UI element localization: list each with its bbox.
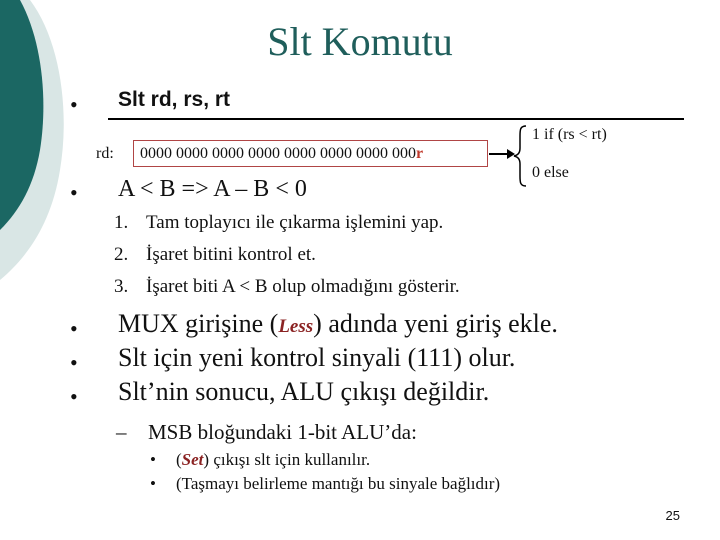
rd-value-bits: 0000 0000 0000 0000 0000 0000 0000 000	[140, 145, 416, 162]
step-text: İşaret biti A < B olup olmadığını gösterir.	[146, 276, 460, 297]
set-text-before: (	[176, 450, 182, 469]
bullet-marker: •	[70, 316, 78, 341]
mux-point	[118, 309, 558, 339]
dash-marker: –	[116, 420, 127, 444]
bullet-marker: •	[150, 474, 156, 493]
bullet-marker: •	[70, 350, 78, 375]
mux-text-after: ) adında yeni giriş ekle.	[313, 309, 558, 338]
page-number: 25	[665, 508, 680, 523]
condition-else: 0 else	[532, 164, 569, 181]
slide-title: Slt Komutu	[267, 19, 453, 64]
step-number: 3.	[114, 276, 129, 297]
control-point: Slt için yeni kontrol sinyali (111) olur.	[118, 343, 516, 372]
set-signal: Set	[181, 450, 204, 469]
less-signal: Less	[278, 316, 314, 337]
result-point: Slt’nin sonucu, ALU çıkışı değildir.	[118, 377, 490, 406]
bullet-marker: •	[150, 450, 156, 469]
overflow-item: (Taşmayı belirleme mantığı bu sinyale bağlıdır)	[176, 474, 501, 493]
divider	[108, 118, 684, 120]
bullet-marker: •	[70, 180, 78, 205]
set-text-after: ) çıkışı slt için kullanılır.	[203, 450, 371, 469]
comparison-line: A < B => A – B < 0	[118, 176, 307, 202]
set-item	[176, 450, 370, 470]
step-number: 2.	[114, 244, 129, 265]
right-arrow-icon	[489, 153, 509, 155]
step-number: 1.	[114, 212, 129, 233]
condition-true: 1 if (rs < rt)	[532, 126, 607, 143]
syntax-line: Slt rd, rs, rt	[118, 88, 231, 111]
bullet-marker: •	[70, 92, 78, 117]
left-curly-brace-icon	[512, 124, 530, 188]
bullet-marker: •	[70, 384, 78, 409]
rd-value	[140, 145, 423, 163]
mux-text-before: MUX girişine (	[118, 309, 279, 338]
rd-value-result-bit: r	[416, 145, 424, 162]
msb-subpoint: MSB bloğundaki 1-bit ALU’da:	[148, 420, 417, 444]
step-text: Tam toplayıcı ile çıkarma işlemini yap.	[146, 212, 444, 233]
rd-label: rd:	[96, 145, 114, 162]
step-text: İşaret bitini kontrol et.	[146, 244, 316, 265]
